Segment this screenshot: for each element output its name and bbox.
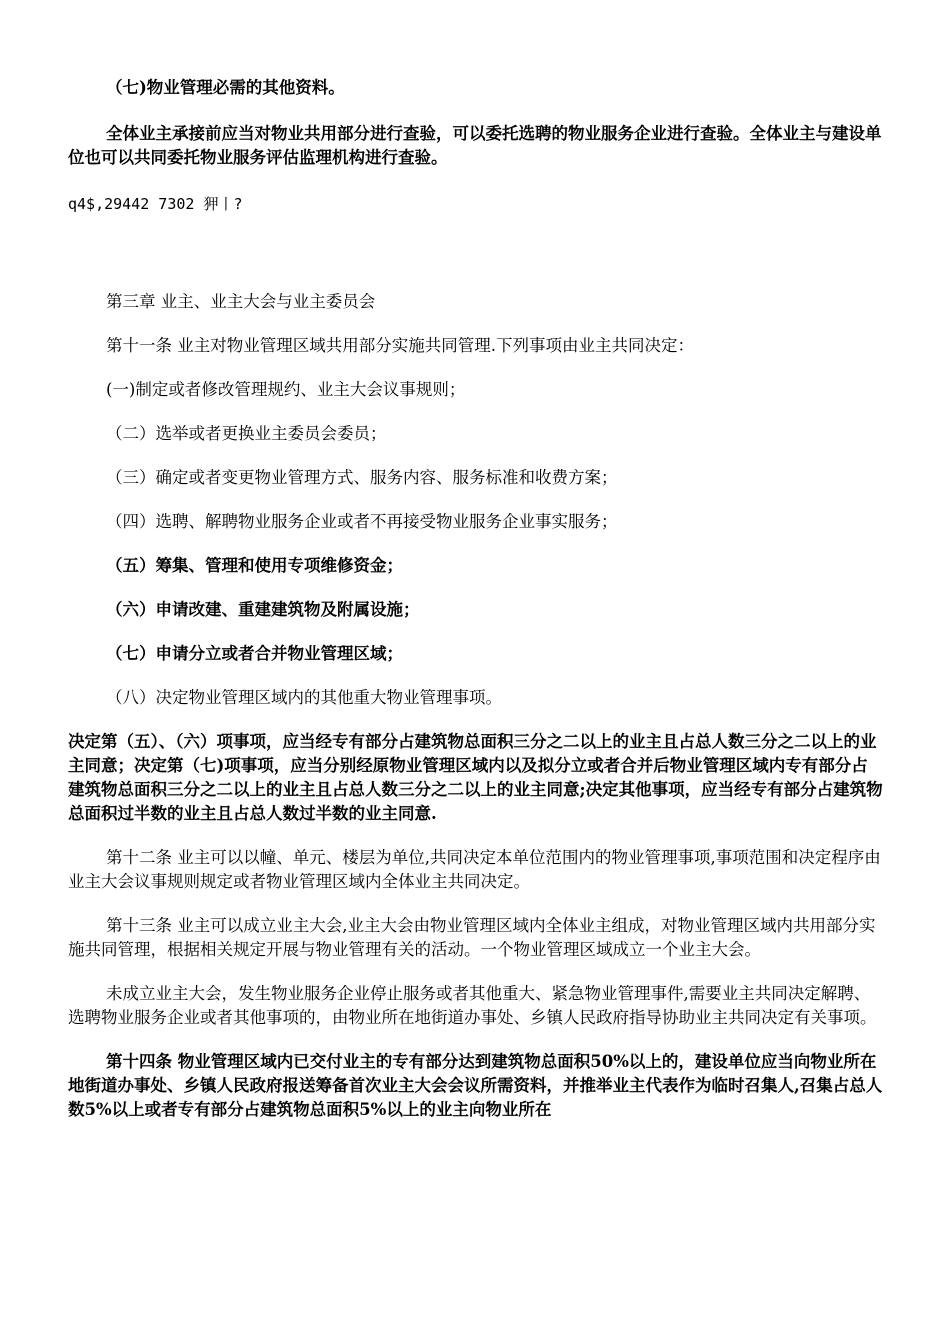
paragraph-no-assembly: 未成立业主大会，发生物业服务企业停止服务或者其他重大、紧急物业管理事件,需要业主共同决定解聘、选聘物业服务企业或者其他事项的，由物业所在地街道办事处、乡镇人民政府指导协助业主共同决定有关事项。 — [68, 984, 877, 1027]
list-item-4: （四）选聘、解聘物业服务企业或者不再接受物业服务企业事实服务； — [106, 512, 618, 531]
article-11: 第十一条 业主对物业管理区域共用部分实施共同管理.下列事项由业主共同决定： — [106, 336, 694, 355]
document-page — [68, 76, 883, 1122]
list-item-3: （三）确定或者变更物业管理方式、服务内容、服务标准和收费方案； — [106, 468, 618, 487]
list-item-6: （六）申请改建、重建建筑物及附属设施； — [106, 600, 420, 619]
list-item-8: （八）决定物业管理区域内的其他重大物业管理事项。 — [106, 688, 502, 707]
list-item-5: （五）筹集、管理和使用专项维修资金； — [106, 556, 403, 575]
article-12: 第十二条 业主可以以幢、单元、楼层为单位,共同决定本单位范围内的物业管理事项,事项范围和决定程序由业主大会议事规则规定或者物业管理区域内全体业主共同决定。 — [68, 848, 881, 891]
list-item-2: （二）选举或者更换业主委员会委员； — [106, 424, 387, 443]
garbled-text-line: q4$,29442 7302 狎丨? — [68, 195, 243, 213]
paragraph-inspection: 全体业主承接前应当对物业共用部分进行查验，可以委托选聘的物业服务企业进行查验。全体业主与建设单位也可以共同委托物业服务评估监理机构进行查验。 — [68, 124, 882, 167]
list-item-7: （七）申请分立或者合并物业管理区域； — [106, 644, 403, 663]
paragraph-item-7-materials: （七)物业管理必需的其他资料。 — [106, 78, 345, 97]
article-14: 第十四条 物业管理区域内已交付业主的专有部分达到建筑物总面积50%以上的，建设单位应当向物业所在地街道办事处、乡镇人民政府报送筹备首次业主大会会议所需资料，并推举业主代表作为临时召集人,召集占总人数5%以上或者专有部分占建筑物总面积5%以上的业主向物业所在 — [68, 1052, 883, 1119]
article-13: 第十三条 业主可以成立业主大会,业主大会由物业管理区域内全体业主组成，对物业管理区域内共用部分实施共同管理，根据相关规定开展与物业管理有关的活动。一个物业管理区域成立一个业主大会。 — [68, 916, 876, 959]
paragraph-decision-rules: 决定第（五）、（六）项事项，应当经专有部分占建筑物总面积三分之二以上的业主且占总人数三分之二以上的业主同意；决定第（七)项事项，应当分别经原物业管理区域内以及拟分立或者合并后物业管理区域内专有部分占建筑物总面积三分之二以上的业主且占总人数三分之二以上的业主同意;决定其他事项，应当经专有部分占建筑物总面积过半数的业主且占总人数过半数的业主同意. — [68, 732, 883, 823]
chapter-heading: 第三章 业主、业主大会与业主委员会 — [106, 292, 376, 311]
list-item-1: (一)制定或者修改管理规约、业主大会议事规则； — [106, 380, 466, 399]
